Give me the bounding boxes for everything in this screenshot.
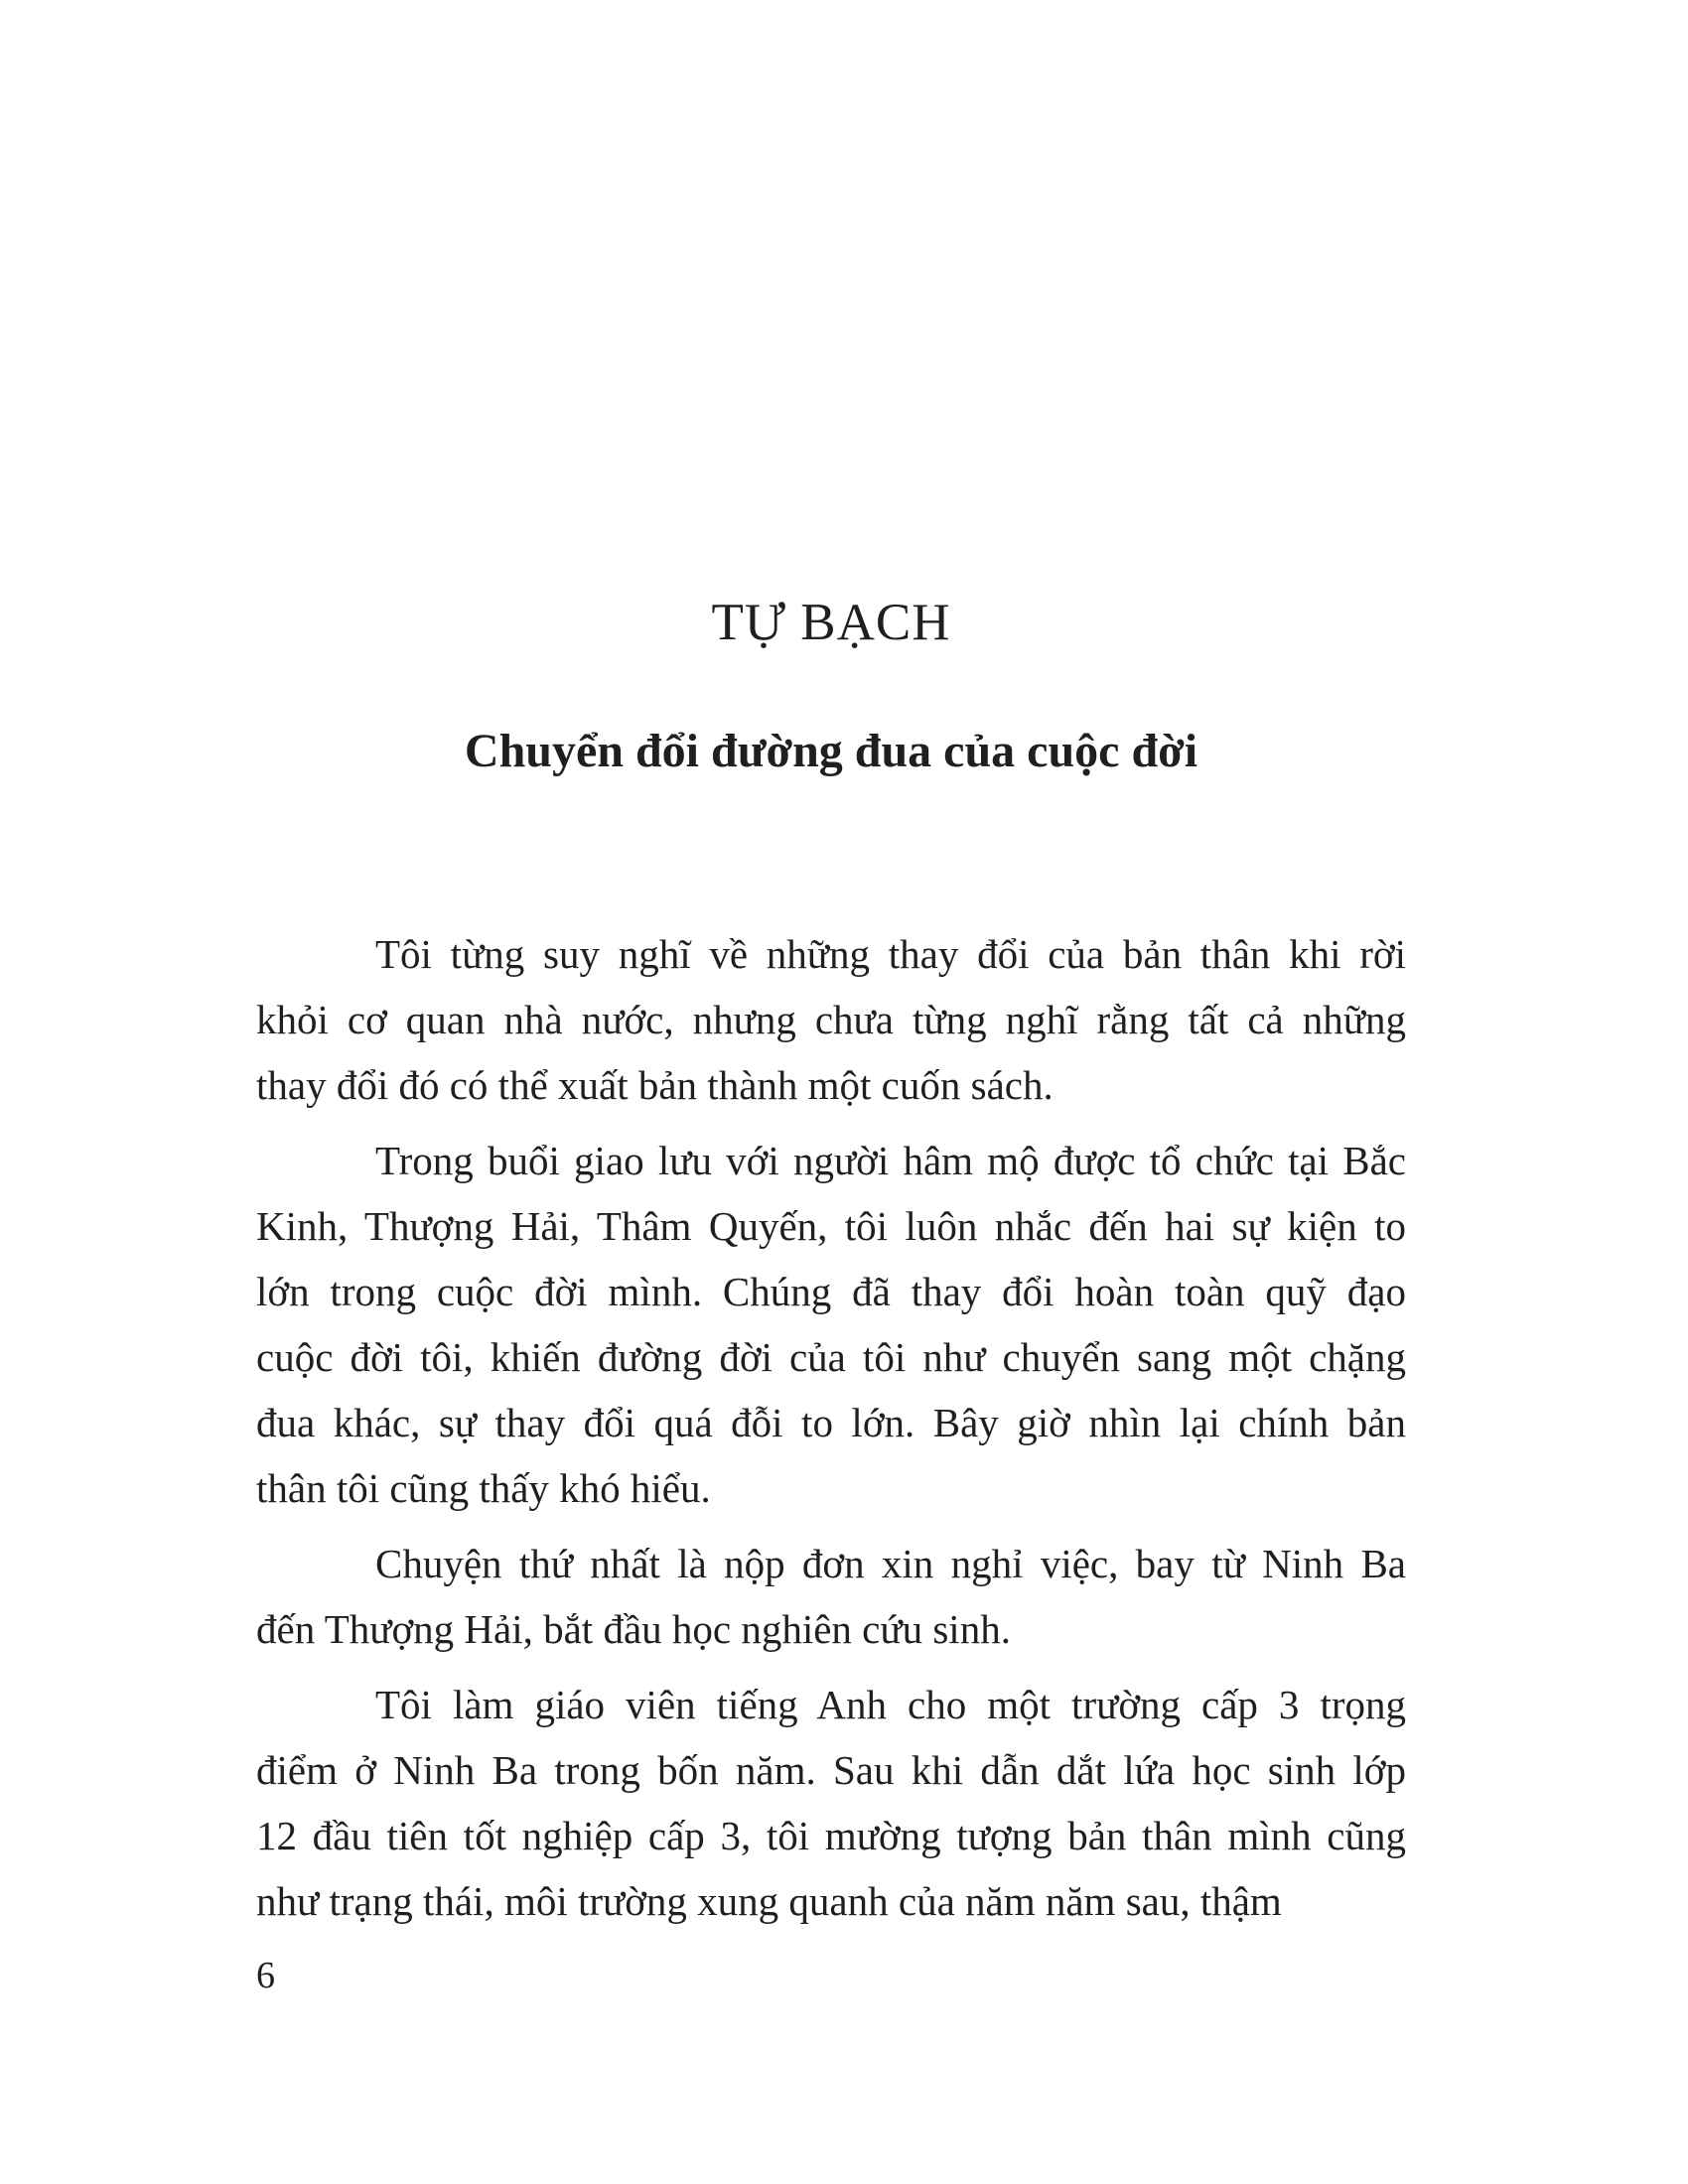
- text-line: Trong buổi giao lưu với người hâm mộ được tổ chức tại Bắc: [375, 1138, 1406, 1183]
- text-line: 12 đầu tiên tốt nghiệp cấp 3, tôi mường tượng bản thân mình cũng: [256, 1813, 1406, 1858]
- text-line: Tôi làm giáo viên tiếng Anh cho một trường cấp 3 trọng: [375, 1682, 1406, 1727]
- text-line: thay đổi đó có thể xuất bản thành một cuốn sách.: [256, 1062, 1054, 1108]
- text-line: như trạng thái, môi trường xung quanh của năm năm sau, thậm: [256, 1878, 1282, 1924]
- text-line: cuộc đời tôi, khiến đường đời của tôi như chuyển sang một chặng: [256, 1334, 1406, 1380]
- text-line: điểm ở Ninh Ba trong bốn năm. Sau khi dẫn dắt lứa học sinh lớp: [256, 1747, 1406, 1793]
- text-line: khỏi cơ quan nhà nước, nhưng chưa từng nghĩ rằng tất cả những: [256, 997, 1406, 1042]
- text-line: lớn trong cuộc đời mình. Chúng đã thay đổi hoàn toàn quỹ đạo: [256, 1269, 1406, 1314]
- chapter-title: TỰ BẠCH: [711, 594, 951, 651]
- text-line: đua khác, sự thay đổi quá đỗi to lớn. Bây giờ nhìn lại chính bản: [256, 1400, 1406, 1445]
- paragraph: [256, 1128, 1406, 1521]
- text-line: Kinh, Thượng Hải, Thâm Quyến, tôi luôn nhắc đến hai sự kiện to: [256, 1203, 1406, 1249]
- text-line: đến Thượng Hải, bắt đầu học nghiên cứu sinh.: [256, 1606, 1011, 1652]
- text-line: Chuyện thứ nhất là nộp đơn xin nghỉ việc, bay từ Ninh Ba: [375, 1541, 1406, 1586]
- text-line: Tôi từng suy nghĩ về những thay đổi của bản thân khi rời: [375, 931, 1406, 977]
- paragraph: [256, 1672, 1406, 1934]
- text-line: thân tôi cũng thấy khó hiểu.: [256, 1465, 711, 1511]
- page-number: 6: [256, 1955, 275, 1996]
- body-text: [256, 921, 1406, 1944]
- chapter-subtitle: Chuyển đổi đường đua của cuộc đời: [464, 725, 1198, 777]
- paragraph: [256, 1531, 1406, 1662]
- paragraph: [256, 921, 1406, 1118]
